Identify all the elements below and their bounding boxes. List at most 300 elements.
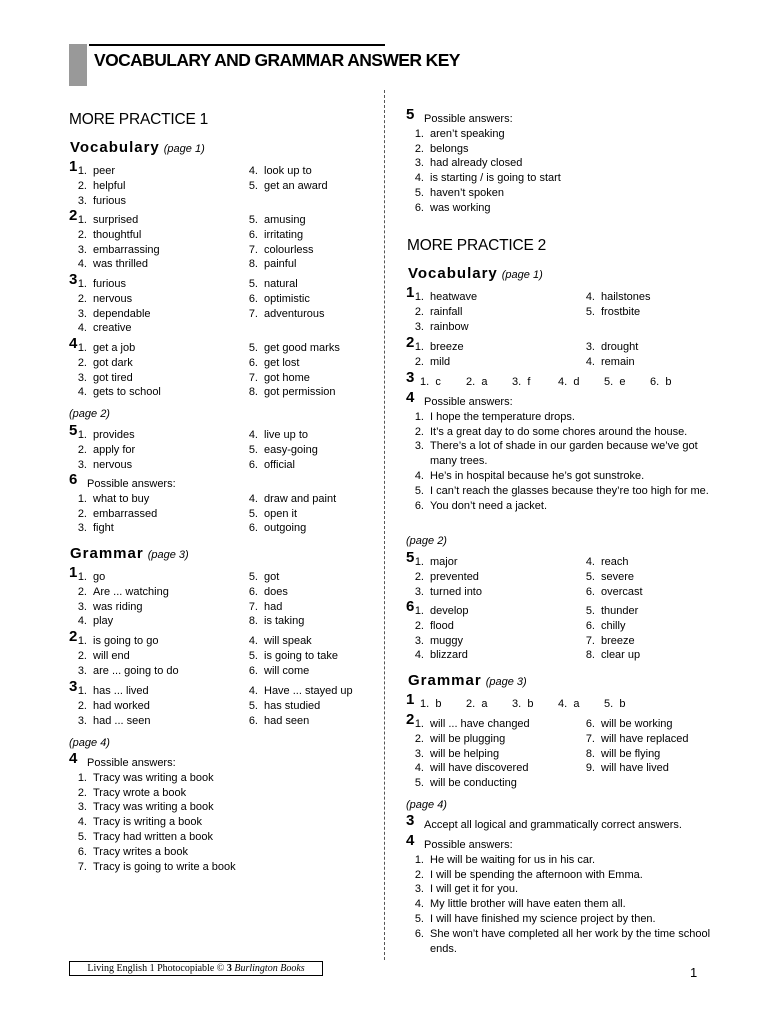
item-number: 1. [420,376,430,388]
vocabulary-heading [70,139,205,156]
answer-column [69,164,126,208]
answer-item [406,619,469,634]
answer-item [69,634,179,649]
answer-item [558,697,579,712]
answer-column [69,341,161,400]
answer-item [604,375,625,390]
item-number: 1. [77,429,87,441]
exercise-number: 5 [406,106,415,123]
item-number: 3. [414,883,424,896]
item-text: got tired [93,371,133,384]
item-number: 5. [77,830,87,843]
exercise-number: 3 [406,812,415,829]
item-number: 1. [414,291,424,303]
answer-item [69,771,236,786]
item-text: frostbite [601,305,641,318]
item-text: will be working [601,718,673,730]
item-number: 1. [77,685,87,697]
answer-item [240,714,353,729]
item-text: does [264,585,288,598]
page-number: 1 [690,965,698,980]
exercise-number: 3 [69,271,78,288]
item-number: 4. [77,386,87,399]
item-text: thoughtful [93,228,142,241]
item-number: 2. [466,698,476,710]
answer-column [240,277,325,321]
item-text: amusing [264,214,306,226]
item-number: 1. [420,698,430,710]
item-number: 6. [414,927,424,940]
item-number: 8. [248,615,258,628]
item-number: 3. [414,320,424,333]
item-text: a [481,376,488,388]
item-text: will end [93,649,130,662]
item-number: 1. [77,771,87,784]
answer-item [69,428,135,443]
exercise-number: 1 [69,158,78,175]
answer-item [406,499,722,514]
item-text: get a job [93,342,136,354]
page-ref: (page 1) [501,269,543,281]
item-number: 4. [77,322,87,335]
answer-item [512,697,533,712]
item-text: severe [601,570,635,583]
item-number: 2. [414,142,424,155]
answers-intro: Possible answers: [424,113,513,125]
item-number: 3. [414,634,424,647]
answer-item [406,776,530,791]
item-number: 3. [414,585,424,598]
item-text: nervous [93,292,133,305]
item-text: gets to school [93,386,161,399]
item-number: 1. [77,492,87,505]
item-text: painful [264,258,297,271]
answer-column [69,492,157,536]
item-text: c [435,376,441,388]
item-text: got home [264,371,310,384]
item-text: will come [264,664,310,677]
answer-column [69,634,179,678]
exercise-number: 1 [406,284,415,301]
section-title: Vocabulary [70,139,160,156]
answer-item [69,664,179,679]
item-number: 1. [414,127,424,140]
item-number: 6. [585,718,595,730]
answers-intro: Possible answers: [424,396,513,408]
item-number: 2. [77,699,87,712]
item-number: 2. [414,570,424,583]
answer-item [69,179,126,194]
item-number: 4. [414,649,424,662]
answer-item [240,356,340,371]
item-number: 1. [77,165,87,177]
item-text: dependable [93,307,151,320]
item-text: You don’t need a jacket. [430,499,548,512]
item-number: 1. [77,635,87,647]
item-number: 7. [585,732,595,745]
item-text: breeze [601,634,635,647]
answer-column [577,604,640,663]
answer-item [466,697,487,712]
answer-item [69,213,160,228]
answer-item [406,469,722,484]
exercise-number: 3 [406,369,415,386]
item-number: 5. [248,649,258,662]
item-text: furious [93,194,127,207]
answer-item [420,375,441,390]
item-text: I can’t reach the glasses because they’re too high for me. [430,484,709,497]
item-number: 3. [512,376,522,388]
answer-item [577,747,688,762]
answer-item [69,307,151,322]
item-text: irritating [264,228,304,241]
item-number: 6. [414,499,424,512]
item-text: will be helping [430,747,500,760]
item-number: 5. [585,605,595,617]
item-text: chilly [601,619,626,632]
answer-item [406,156,561,171]
item-number: 7. [248,307,258,320]
item-text: b [619,698,626,710]
item-text: embarrassed [93,507,158,520]
answer-item [406,604,469,619]
answer-item [577,604,640,619]
item-text: hailstones [601,291,651,303]
vocabulary-heading [408,265,543,282]
answer-item [240,257,314,272]
item-number: 5. [414,912,424,925]
item-number: 2. [414,305,424,318]
item-number: 3. [414,440,424,453]
item-text: Tracy is writing a book [93,816,203,829]
answer-item [69,228,160,243]
item-number: 5. [604,698,614,710]
item-text: furious [93,278,127,290]
item-number: 6. [585,619,595,632]
answer-column [406,717,530,791]
item-number: 1. [77,342,87,354]
section-title: Vocabulary [408,265,498,282]
answer-item [69,800,236,815]
item-number: 6. [248,522,258,535]
item-text: will be plugging [430,732,506,745]
item-text: He’s in hospital because he’s got sunstroke. [430,469,645,482]
answer-item [240,243,314,258]
item-number: 2. [77,356,87,369]
item-number: 2. [466,376,476,388]
answer-column [406,604,469,663]
answer-column [406,555,482,599]
page-ref: (page 4) [406,799,447,811]
answer-column [240,341,340,400]
item-text: colourless [264,243,314,256]
answer-item [240,371,340,386]
item-number: 5. [248,443,258,456]
item-number: 2. [77,179,87,192]
answers-intro: Possible answers: [424,839,513,851]
answer-item [240,521,336,536]
item-number: 2. [77,292,87,305]
answer-item [406,634,469,649]
item-text: aren’t speaking [430,127,505,140]
answer-item [577,619,640,634]
answer-item [69,385,161,400]
answer-column [69,771,236,875]
item-text: I will have finished my science project by then. [430,912,656,925]
item-number: 6. [248,664,258,677]
answer-item [69,243,160,258]
exercise-number: 5 [406,549,415,566]
answer-column [240,164,328,194]
item-number: 1. [414,853,424,866]
answer-item [69,521,157,536]
exercise-number: 4 [69,750,78,767]
answer-item [577,570,643,585]
item-text: drought [601,341,639,353]
item-number: 4. [248,492,258,505]
item-text: open it [264,507,298,520]
item-text: look up to [264,165,312,177]
page-ref: (page 2) [406,535,447,547]
item-text: peer [93,165,116,177]
item-text: I will be spending the afternoon with Emma. [430,868,643,881]
item-number: 7. [248,371,258,384]
answer-item [240,458,318,473]
item-number: 8. [248,258,258,271]
item-number: 5. [248,571,258,583]
answer-item [69,492,157,507]
item-text: had already closed [430,157,523,170]
answer-column [240,428,318,472]
answer-item [406,648,469,663]
answer-item [69,321,151,336]
answer-item [240,341,340,356]
item-text: rainbow [430,320,469,333]
item-text: clear up [601,649,641,662]
item-number: 5. [414,484,424,497]
item-text: muggy [430,634,464,647]
item-number: 1. [77,278,87,290]
item-number: 6. [77,845,87,858]
answer-item [558,375,579,390]
item-text: live up to [264,429,309,441]
item-text: a [481,698,488,710]
answer-item [406,761,530,776]
item-number: 3. [77,801,87,814]
answer-item [240,684,353,699]
item-text: rainfall [430,305,463,318]
answer-item [406,439,722,469]
answer-item [240,277,325,292]
item-text: draw and paint [264,492,337,505]
answer-item [69,614,169,629]
item-number: 6. [248,228,258,241]
page-ref: (page 4) [69,737,110,749]
item-number: 7. [77,860,87,873]
answer-item [69,860,236,875]
answer-item [69,257,160,272]
answer-column [577,555,643,599]
item-number: 4. [77,816,87,829]
item-number: 4. [414,469,424,482]
item-number: 4. [414,898,424,911]
item-text: official [264,458,295,471]
page-title: VOCABULARY AND GRAMMAR ANSWER KEY [94,50,460,70]
item-text: are ... going to do [93,664,179,677]
answer-item [577,340,638,355]
item-number: 7. [248,600,258,613]
item-number: 5. [248,342,258,354]
item-number: 6. [248,292,258,305]
answer-item [69,371,161,386]
item-number: 4. [77,258,87,271]
answer-column [406,290,477,334]
answer-item [69,277,151,292]
answer-text: Accept all logical and grammatically correct answers. [424,819,682,831]
item-number: 1. [77,214,87,226]
item-text: heatwave [430,291,478,303]
answer-item [69,830,236,845]
answer-item [69,714,151,729]
item-number: 4. [558,698,568,710]
answer-item [577,585,643,600]
answer-item [240,585,304,600]
item-text: Tracy had written a book [93,830,214,843]
exercise-number: 2 [406,711,415,728]
answer-item [240,385,340,400]
answer-column [240,213,314,272]
item-number: 5. [248,507,258,520]
answer-item [604,697,625,712]
answer-item [406,897,722,912]
item-text: is going to take [264,649,338,662]
answer-item [577,634,640,649]
item-text: He will be waiting for us in his car. [430,853,596,866]
answer-item [406,142,561,157]
item-text: major [430,556,458,568]
answers-intro: Possible answers: [87,478,176,490]
item-text: outgoing [264,522,307,535]
item-text: develop [430,605,469,617]
item-text: d [573,376,580,388]
title-bar-decoration [69,44,87,86]
item-text: Tracy wrote a book [93,786,187,799]
item-number: 4. [248,165,258,177]
answer-item [69,292,151,307]
item-number: 2. [77,585,87,598]
answer-item [406,717,530,732]
answer-item [406,201,561,216]
item-text: has studied [264,699,321,712]
item-number: 4. [77,615,87,628]
answer-item [240,664,338,679]
answer-item [69,585,169,600]
exercise-number: 6 [406,598,415,615]
answer-item [406,747,530,762]
item-text: e [619,376,626,388]
answer-item [406,186,561,201]
item-text: My little brother will have eaten them all. [430,898,626,911]
item-text: mild [430,355,451,368]
item-number: 6. [248,458,258,471]
item-text: had [264,600,283,613]
item-number: 1. [414,718,424,730]
item-text: Tracy was writing a book [93,771,214,784]
item-number: 3. [585,341,595,353]
item-number: 8. [585,747,595,760]
item-text: will have discovered [430,762,529,775]
item-text: Have ... stayed up [264,685,353,697]
page-ref: (page 3) [485,676,527,688]
page-ref: (page 3) [147,549,189,561]
item-text: belongs [430,142,469,155]
answer-item [577,648,640,663]
item-text: play [93,615,114,628]
item-number: 4. [248,635,258,647]
grammar-heading [408,672,527,689]
item-text: will speak [264,635,312,647]
answer-item [420,697,441,712]
item-text: apply for [93,443,136,456]
exercise-number: 4 [406,832,415,849]
answer-item [69,194,126,209]
item-number: 5. [248,278,258,290]
item-number: 3. [77,371,87,384]
answer-column [240,570,304,629]
item-text: is going to go [93,635,159,647]
item-number: 1. [414,410,424,423]
answer-column [69,428,135,472]
answer-column [406,410,722,514]
item-text: optimistic [264,292,310,305]
section-heading-more-practice-1: MORE PRACTICE 1 [69,111,209,128]
item-text: is taking [264,615,305,628]
answer-item [69,164,126,179]
item-number: 4. [414,172,424,185]
answer-column [69,277,151,336]
answer-item [69,341,161,356]
item-number: 3. [77,522,87,535]
item-number: 4. [248,685,258,697]
answer-column [240,492,336,536]
exercise-number: 2 [406,334,415,351]
item-number: 6. [585,585,595,598]
item-text: is starting / is going to start [430,172,561,185]
answer-item [406,732,530,747]
item-number: 2. [77,786,87,799]
item-text: will ... have changed [430,718,530,730]
item-text: turned into [430,585,482,598]
item-number: 5. [248,699,258,712]
item-number: 5. [414,186,424,199]
answer-item [577,290,651,305]
answer-item [240,634,338,649]
item-text: a [573,698,580,710]
item-text: Tracy writes a book [93,845,188,858]
answer-item [240,443,318,458]
item-text: b [527,698,534,710]
page-ref: (page 2) [69,408,110,420]
item-text: has ... lived [93,685,149,697]
answer-item [69,815,236,830]
publisher-logo-mark: 3 [226,963,232,974]
item-text: She won’t have completed all her work by the time school ends. [430,927,711,955]
answer-item [406,305,477,320]
item-number: 1. [414,556,424,568]
item-text: had seen [264,714,310,727]
item-number: 1. [414,605,424,617]
answer-item [240,600,304,615]
